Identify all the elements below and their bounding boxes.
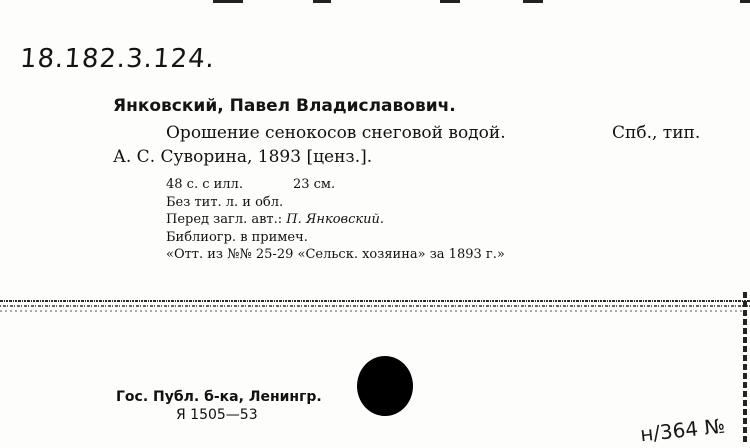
inventory-number: н/364 № xyxy=(638,413,727,447)
top-edge-marks xyxy=(0,0,750,6)
book-title: Орошение сенокосов снеговой водой. xyxy=(166,123,506,143)
author-before-name: П. Янковский. xyxy=(286,212,385,227)
no-title-note: Без тит. л. и обл. xyxy=(166,194,284,210)
publication-place: Спб., тип. xyxy=(612,123,701,143)
author-before-title-note xyxy=(166,211,505,229)
notes-block xyxy=(166,176,505,264)
bibliography-note: Библиогр. в примеч. xyxy=(166,229,308,245)
size-note: 23 см. xyxy=(292,177,336,192)
offprint-note: «Отт. из №№ 25-29 «Сельск. хозяина» за 1893 г.» xyxy=(166,247,505,262)
right-edge-marks xyxy=(743,292,747,442)
physical-description xyxy=(166,176,505,194)
stamp-library: Гос. Публ. б-ка, Ленингр. xyxy=(116,389,322,405)
author-before-label: Перед загл. авт.: xyxy=(166,212,283,227)
author-heading: Янковский, Павел Владиславович. xyxy=(113,96,456,116)
perforation-line xyxy=(0,296,750,314)
pages-note: 48 с. с илл. xyxy=(166,177,243,192)
punch-hole xyxy=(357,356,413,416)
shelf-mark: 18.182.3.124. xyxy=(18,44,216,74)
stamp-code: Я 1505—53 xyxy=(176,407,258,423)
publisher-line: А. С. Суворина, 1893 [ценз.]. xyxy=(113,147,373,167)
library-stamp xyxy=(116,388,322,424)
